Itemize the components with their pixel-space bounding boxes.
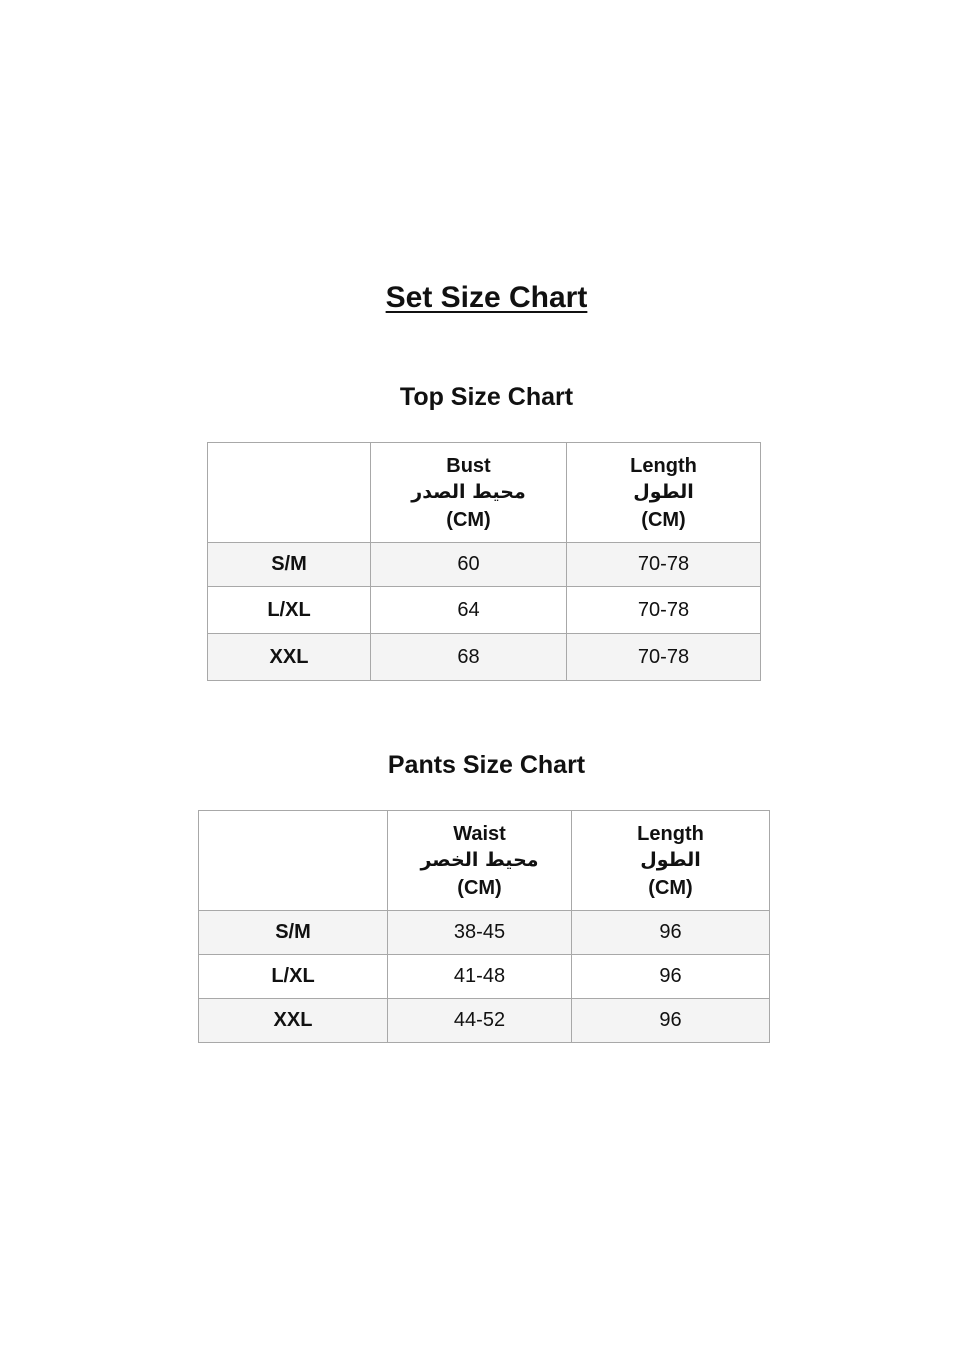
- size-label: XXL: [208, 634, 371, 681]
- pants-chart-title: Pants Size Chart: [387, 751, 586, 779]
- header-length: [572, 811, 770, 911]
- length-value: 70-78: [567, 543, 761, 587]
- header-unit: (CM): [648, 876, 693, 899]
- length-value: 96: [572, 999, 770, 1043]
- waist-value: 44-52: [388, 999, 572, 1043]
- header-waist: [388, 811, 572, 911]
- table-row: [208, 543, 761, 587]
- table-header-row: [208, 443, 761, 543]
- header-bust: [371, 443, 567, 543]
- waist-value: 38-45: [388, 911, 572, 955]
- size-label: XXL: [199, 999, 388, 1043]
- top-size-table: [207, 442, 761, 681]
- table-row: [199, 955, 770, 999]
- table-row: [199, 911, 770, 955]
- page-title-text: Set Size Chart: [385, 281, 588, 314]
- header-corner-cell: [208, 443, 371, 543]
- header-label-en: Bust: [446, 454, 491, 477]
- length-value: 70-78: [567, 634, 761, 681]
- header-length: [567, 443, 761, 543]
- size-label: L/XL: [199, 955, 388, 999]
- header-label-ar: محيط الصدر: [411, 480, 526, 503]
- bust-value: 68: [371, 634, 567, 681]
- size-label: S/M: [208, 543, 371, 587]
- page-title: [0, 280, 973, 316]
- table-row: [208, 587, 761, 634]
- bust-value: 64: [371, 587, 567, 634]
- header-label-ar: محيط الخصر: [420, 848, 539, 871]
- header-label-ar: الطول: [640, 848, 701, 871]
- header-label-en: Waist: [453, 822, 506, 845]
- bust-value: 60: [371, 543, 567, 587]
- table-header-row: [199, 811, 770, 911]
- length-value: 96: [572, 911, 770, 955]
- table-row: [208, 634, 761, 681]
- top-chart-title: Top Size Chart: [399, 383, 574, 411]
- length-value: 96: [572, 955, 770, 999]
- length-value: 70-78: [567, 587, 761, 634]
- header-label-en: Length: [637, 822, 704, 845]
- header-label-ar: الطول: [633, 480, 694, 503]
- header-unit: (CM): [446, 508, 491, 531]
- header-unit: (CM): [457, 876, 502, 899]
- waist-value: 41-48: [388, 955, 572, 999]
- table-row: [199, 999, 770, 1043]
- header-label-en: Length: [630, 454, 697, 477]
- header-unit: (CM): [641, 508, 686, 531]
- size-label: S/M: [199, 911, 388, 955]
- size-label: L/XL: [208, 587, 371, 634]
- header-corner-cell: [199, 811, 388, 911]
- pants-size-table: [198, 810, 770, 1043]
